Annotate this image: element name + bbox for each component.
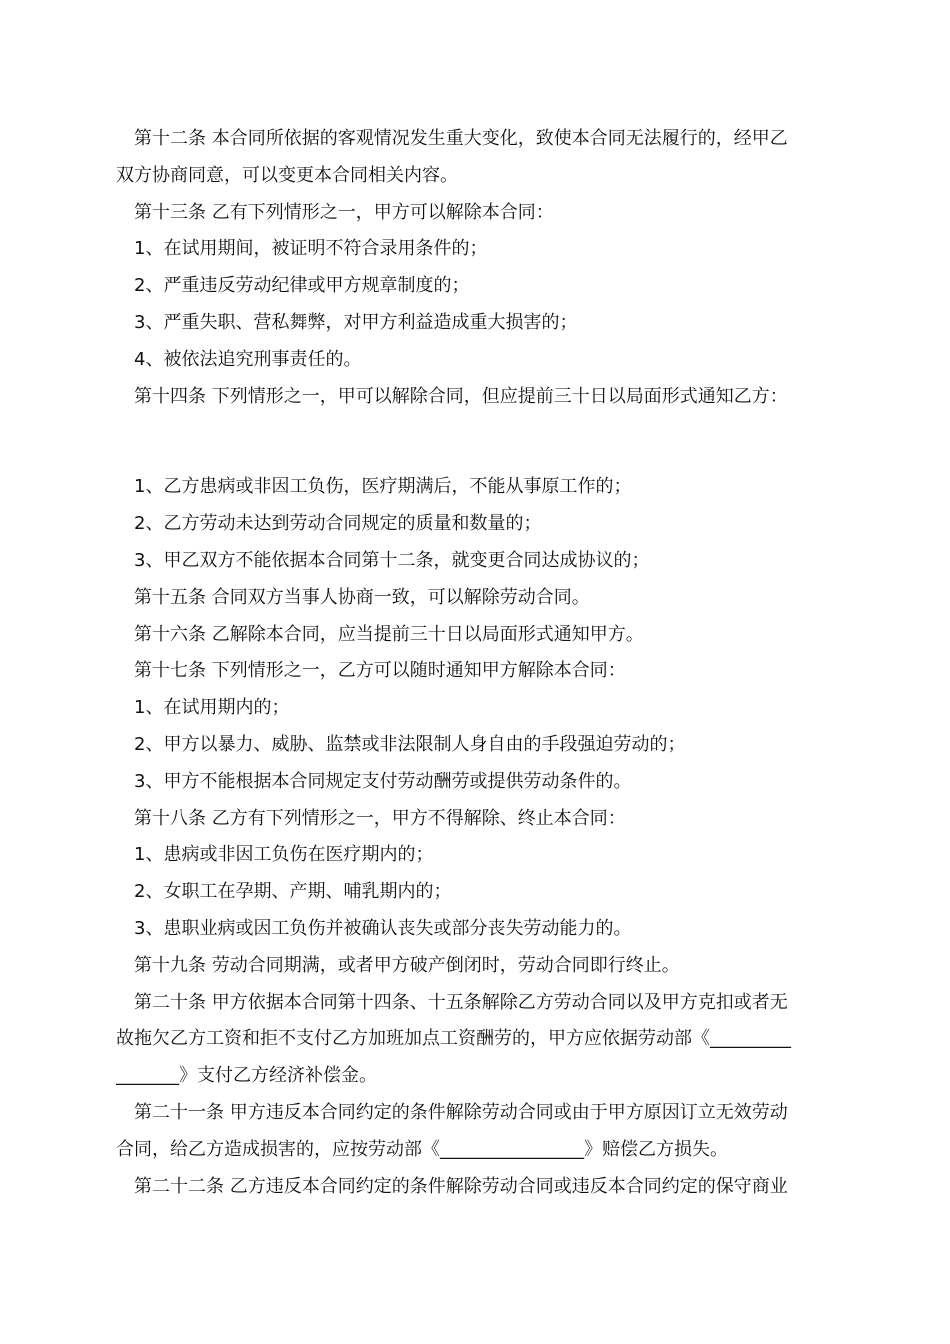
article-14-heading: 第十四条 下列情形之一，甲可以解除合同，但应提前三十日以局面形式通知乙方： (134, 385, 788, 407)
article-12-line-1: 第十二条 本合同所依据的客观情况发生重大变化，致使本合同无法履行的，经甲乙 (134, 128, 788, 149)
article-18-item-2: 2、女职工在孕期、产期、哺乳期内的； (134, 881, 452, 903)
article-20-line-3: _______》支付乙方经济补偿金。 (116, 1065, 377, 1087)
article-14-item-3: 3、甲乙双方不能依据本合同第十二条，就变更合同达成协议的； (134, 549, 650, 571)
article-17-item-3: 3、甲方不能根据本合同规定支付劳动酬劳或提供劳动条件的。 (134, 770, 632, 792)
article-14-item-2: 2、乙方劳动未达到劳动合同规定的质量和数量的； (134, 513, 542, 535)
article-13-item-4: 4、被依法追究刑事责任的。 (134, 348, 362, 370)
article-18-item-3: 3、患职业病或因工负伤并被确认丧失或部分丧失劳动能力的。 (134, 917, 632, 939)
article-17-item-2: 2、甲方以暴力、威胁、监禁或非法限制人身自由的手段强迫劳动的； (134, 733, 686, 755)
article-17-heading: 第十七条 下列情形之一，乙方可以随时通知甲方解除本合同： (134, 660, 626, 682)
article-13-item-2: 2、严重违反劳动纪律或甲方规章制度的； (134, 275, 470, 297)
article-18-item-1: 1、患病或非因工负伤在医疗期内的； (134, 844, 434, 866)
article-22-line-1: 第二十二条 乙方违反本合同约定的条件解除劳动合同或违反本合同约定的保守商业 (134, 1175, 788, 1197)
article-21-line-2: 合同，给乙方造成损害的，应按劳动部《________________》赔偿乙方损失。 (116, 1138, 728, 1160)
article-13-item-3: 3、严重失职、营私舞弊，对甲方利益造成重大损害的； (134, 311, 578, 333)
article-15: 第十五条 合同双方当事人协商一致，可以解除劳动合同。 (134, 586, 590, 608)
article-13-item-1: 1、在试用期间，被证明不符合录用条件的； (134, 238, 488, 260)
article-20-line-2: 故拖欠乙方工资和拒不支付乙方加班加点工资酬劳的，甲方应依据劳动部《_________ (116, 1028, 791, 1050)
article-17-item-1: 1、在试用期内的； (134, 697, 290, 719)
article-13-heading: 第十三条 乙有下列情形之一，甲方可以解除本合同： (134, 201, 554, 223)
article-12-line-2: 双方协商同意，可以变更本合同相关内容。 (116, 164, 458, 186)
article-20-line-1: 第二十条 甲方依据本合同第十四条、十五条解除乙方劳动合同以及甲方克扣或者无 (134, 991, 788, 1013)
contract-body (116, 121, 834, 1205)
article-14-item-1: 1、乙方患病或非因工负伤，医疗期满后，不能从事原工作的； (134, 476, 632, 498)
article-21-line-1: 第二十一条 甲方违反本合同约定的条件解除劳动合同或由于甲方原因订立无效劳动 (134, 1101, 788, 1123)
article-16: 第十六条 乙解除本合同，应当提前三十日以局面形式通知甲方。 (134, 623, 644, 645)
blank-gap (116, 415, 834, 469)
article-18-heading: 第十八条 乙方有下列情形之一，甲方不得解除、终止本合同： (134, 807, 626, 829)
article-19: 第十九条 劳动合同期满，或者甲方破产倒闭时，劳动合同即行终止。 (134, 954, 680, 976)
